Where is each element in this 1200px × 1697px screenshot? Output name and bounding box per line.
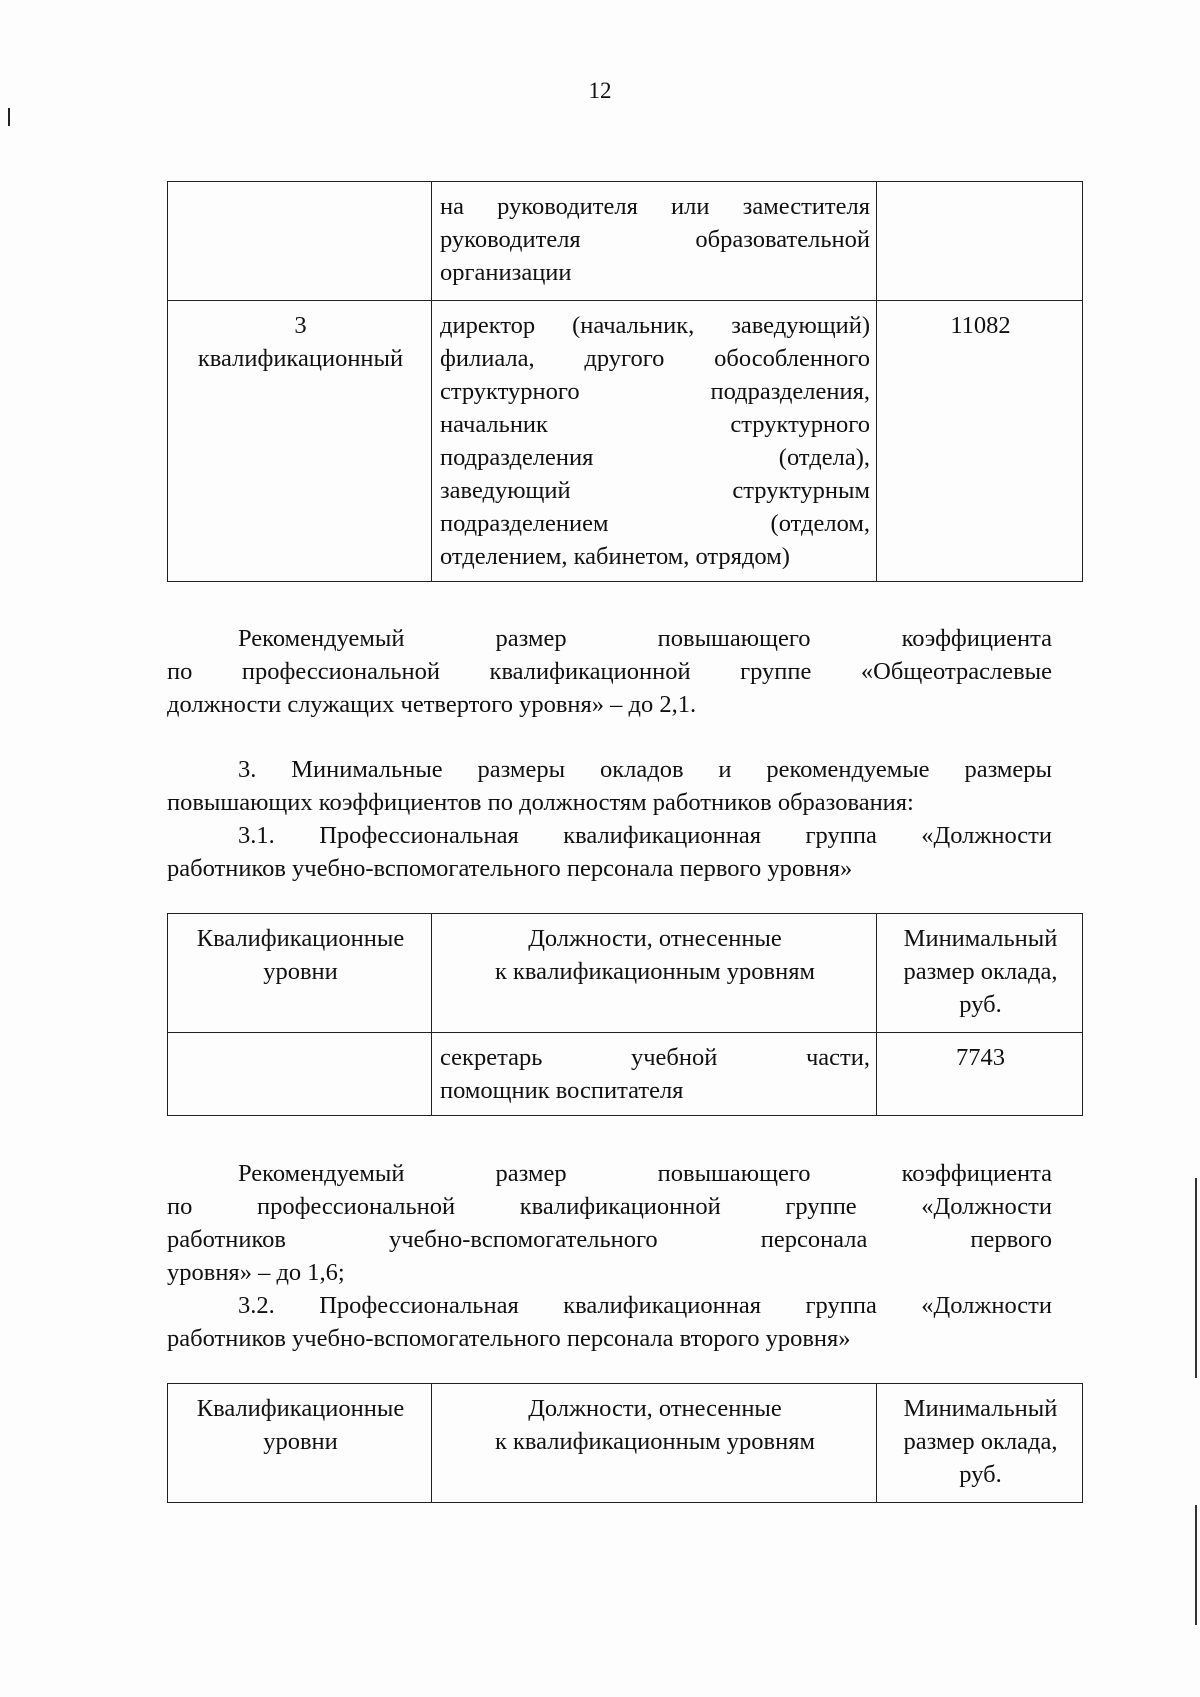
header-levels <box>168 914 432 1033</box>
salary-cell <box>877 301 1083 582</box>
section-3-paragraph <box>167 753 1052 819</box>
positions-cell <box>432 301 877 582</box>
table-row <box>168 301 1083 582</box>
header-line: уровни <box>263 1428 338 1455</box>
header-line: Должности, отнесенные <box>528 1395 782 1422</box>
position-line: структурного подразделения, <box>440 378 870 405</box>
salary-cell <box>877 182 1083 301</box>
table-row <box>168 1033 1083 1116</box>
level-cell <box>168 182 432 301</box>
position-line: подразделения (отдела), <box>440 444 870 471</box>
salary-cell <box>877 1033 1083 1116</box>
paragraph-line: по профессиональной квалификационной группе «Общеотраслевые <box>167 658 1052 685</box>
position-line: на руководителя или заместителя <box>440 193 870 220</box>
table-row <box>168 182 1083 301</box>
paragraph-line: работников учебно-вспомогательного персонала первого <box>167 1226 1052 1253</box>
position-line: секретарь учебной части, <box>440 1044 870 1071</box>
paragraph-line: Рекомендуемый размер повышающего коэффициента <box>238 1160 1052 1187</box>
table-header-row <box>168 1384 1083 1503</box>
positions-table-3-2 <box>167 1383 1083 1503</box>
position-line: начальник структурного <box>440 411 870 438</box>
position-line: помощник воспитателя <box>440 1077 684 1104</box>
position-line: филиала, другого обособленного <box>440 345 870 372</box>
table-header-row <box>168 914 1083 1033</box>
position-line: подразделением (отделом, <box>440 510 870 537</box>
header-salary <box>877 914 1083 1033</box>
positions-table-3-1 <box>167 913 1083 1116</box>
header-line: размер оклада, <box>903 1428 1058 1455</box>
position-line: заведующий структурным <box>440 477 870 504</box>
position-line: отделением, кабинетом, отрядом) <box>440 543 790 570</box>
paragraph-line: должности служащих четвертого уровня» – до 2,1. <box>167 691 697 718</box>
positions-table-continuation <box>167 181 1083 582</box>
level-number: 3 <box>294 312 307 339</box>
position-line: директор (начальник, заведующий) <box>440 312 870 339</box>
coefficient-paragraph <box>167 1157 1052 1289</box>
header-line: Минимальный <box>903 925 1058 952</box>
salary-value: 11082 <box>950 312 1011 339</box>
positions-cell <box>432 1033 877 1116</box>
header-line: Минимальный <box>903 1395 1058 1422</box>
header-line: к квалификационным уровням <box>495 1428 815 1455</box>
header-line: Квалификационные <box>196 925 405 952</box>
paragraph-line: повышающих коэффициентов по должностям работников образования: <box>167 789 914 816</box>
paragraph-line: Рекомендуемый размер повышающего коэффициента <box>238 625 1052 652</box>
paragraph-line: 3.2. Профессиональная квалификационная группа «Должности <box>238 1292 1052 1319</box>
header-line: Квалификационные <box>196 1395 405 1422</box>
level-cell <box>168 1033 432 1116</box>
page-number: 12 <box>588 78 612 103</box>
scan-edge-line <box>1195 1178 1197 1378</box>
paragraph-line: работников учебно-вспомогательного персонала первого уровня» <box>167 855 853 882</box>
paragraph-line: 3. Минимальные размеры окладов и рекомендуемые размеры <box>238 756 1052 783</box>
paragraph-line: работников учебно-вспомогательного персонала второго уровня» <box>167 1325 851 1352</box>
position-line: организации <box>440 259 572 286</box>
paragraph-line: по профессиональной квалификационной группе «Должности <box>167 1193 1052 1220</box>
header-line: размер оклада, <box>903 958 1058 985</box>
header-levels <box>168 1384 432 1503</box>
header-positions <box>432 1384 877 1503</box>
level-label: квалификационный <box>197 345 404 372</box>
header-line: руб. <box>959 1461 1002 1488</box>
header-line: руб. <box>959 991 1002 1018</box>
header-salary <box>877 1384 1083 1503</box>
salary-value: 7743 <box>956 1044 1005 1071</box>
position-line: руководителя образовательной <box>440 226 870 253</box>
scan-artifact-mark <box>8 108 10 126</box>
section-3-2-heading <box>167 1289 1052 1355</box>
header-line: к квалификационным уровням <box>495 958 815 985</box>
level-cell <box>168 301 432 582</box>
coefficient-paragraph <box>167 622 1052 721</box>
header-positions <box>432 914 877 1033</box>
header-line: Должности, отнесенные <box>528 925 782 952</box>
scan-edge-line <box>1195 1505 1197 1625</box>
positions-cell <box>432 182 877 301</box>
section-3-1-heading <box>167 819 1052 885</box>
paragraph-line: уровня» – до 1,6; <box>167 1259 345 1286</box>
header-line: уровни <box>263 958 338 985</box>
paragraph-line: 3.1. Профессиональная квалификационная группа «Должности <box>238 822 1052 849</box>
